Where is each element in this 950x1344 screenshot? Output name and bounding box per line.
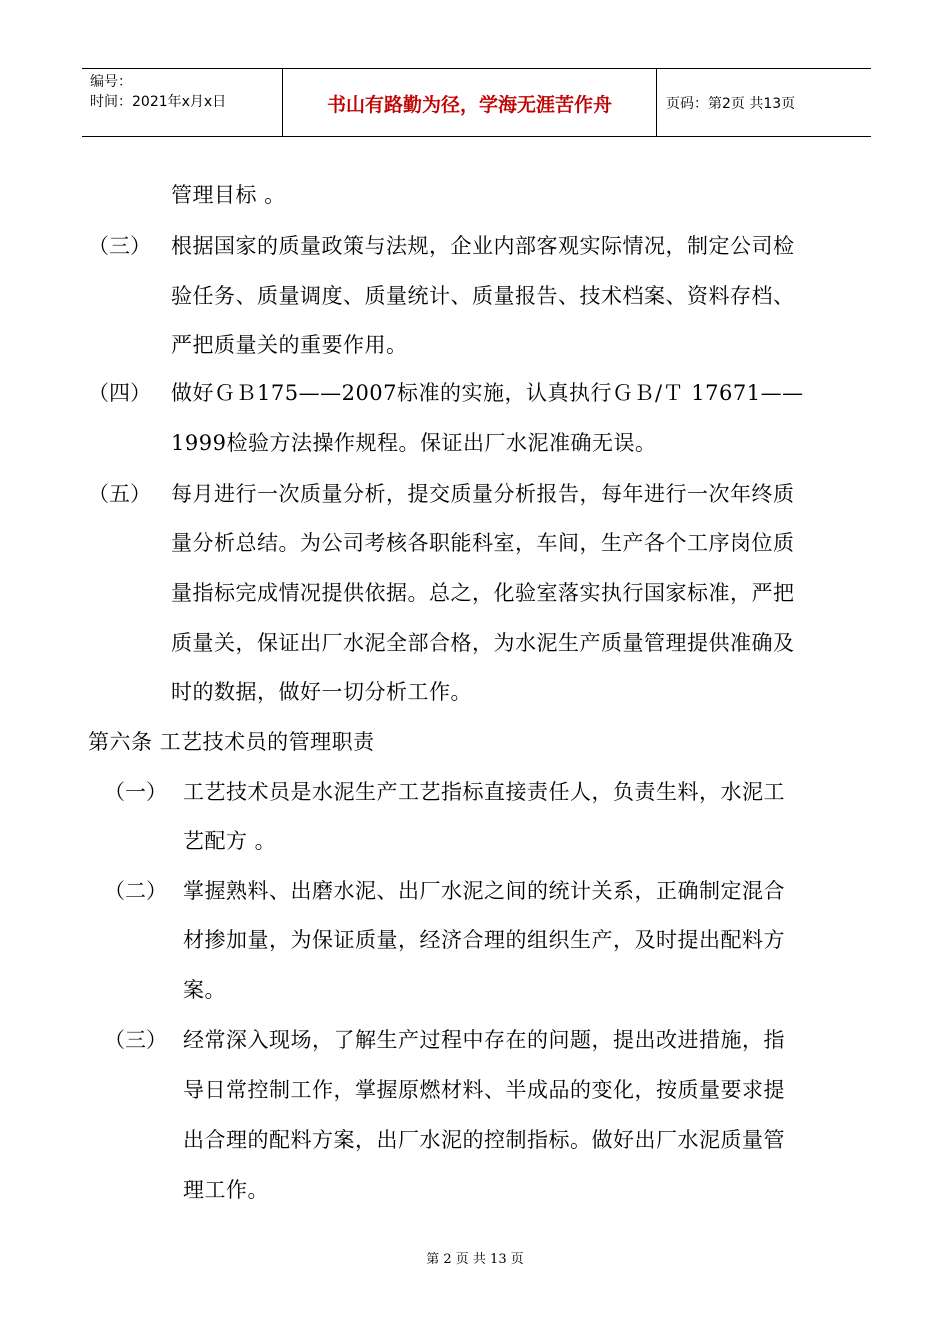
page-footer: 第 2 页 共 13 页	[426, 1252, 524, 1267]
page-info: 页码：第2页 共13页	[666, 96, 796, 112]
text-line: 严把质量关的重要作用。	[171, 333, 408, 357]
item-label: （五）	[88, 482, 151, 506]
text-line: 时的数据，做好一切分析工作。	[171, 680, 472, 704]
text-line: 出合理的配料方案，出厂水泥的控制指标。做好出厂水泥质量管	[183, 1128, 785, 1152]
text-line: 1999检验方法操作规程。保证出厂水泥准确无误。	[171, 431, 657, 455]
date-line: 时间：2021年x月x日	[90, 94, 227, 110]
text-line: 验任务、质量调度、质量统计、质量报告、技术档案、资料存档、	[171, 284, 795, 308]
text-line: 管理目标 。	[171, 183, 286, 207]
text-line: 理工作。	[183, 1178, 269, 1202]
text-line: 工艺技术员是水泥生产工艺指标直接责任人，负责生料，水泥工	[183, 780, 785, 804]
text-line: 每月进行一次质量分析，提交质量分析报告，每年进行一次年终质	[171, 482, 795, 506]
header-table	[82, 68, 871, 137]
text-line: 根据国家的质量政策与法规，企业内部客观实际情况，制定公司检	[171, 234, 795, 258]
section-heading: 第六条 工艺技术员的管理职责	[88, 730, 375, 754]
text-line: 导日常控制工作，掌握原燃材料、半成品的变化，按质量要求提	[183, 1078, 785, 1102]
text-line: 做好ＧＢ175——2007标准的实施，认真执行ＧＢ/Ｔ 17671——	[171, 381, 804, 405]
text-line: 经常深入现场，了解生产过程中存在的问题，提出改进措施，指	[183, 1028, 785, 1052]
header-left-cell	[82, 69, 282, 136]
text-line: 艺配方 。	[183, 829, 277, 853]
text-line: 掌握熟料、出磨水泥、出厂水泥之间的统计关系，正确制定混合	[183, 879, 785, 903]
motto: 书山有路勤为径，学海无涯苦作舟	[326, 94, 612, 116]
text-line: 材掺加量，为保证质量，经济合理的组织生产，及时提出配料方	[183, 928, 785, 952]
item-label: （四）	[88, 381, 151, 405]
header-middle-cell	[282, 69, 657, 136]
item-label: （二）	[104, 879, 167, 903]
text-line: 质量关，保证出厂水泥全部合格，为水泥生产质量管理提供准确及	[171, 631, 795, 655]
item-label: （三）	[104, 1028, 167, 1052]
item-label: （一）	[104, 780, 167, 804]
text-line: 量分析总结。为公司考核各职能科室，车间，生产各个工序岗位质	[171, 531, 795, 555]
text-line: 案。	[183, 978, 226, 1002]
item-label: （三）	[88, 234, 151, 258]
serial-label: 编号：	[90, 74, 132, 90]
header-right-cell	[656, 69, 871, 136]
text-line: 量指标完成情况提供依据。总之，化验室落实执行国家标准，严把	[171, 581, 795, 605]
